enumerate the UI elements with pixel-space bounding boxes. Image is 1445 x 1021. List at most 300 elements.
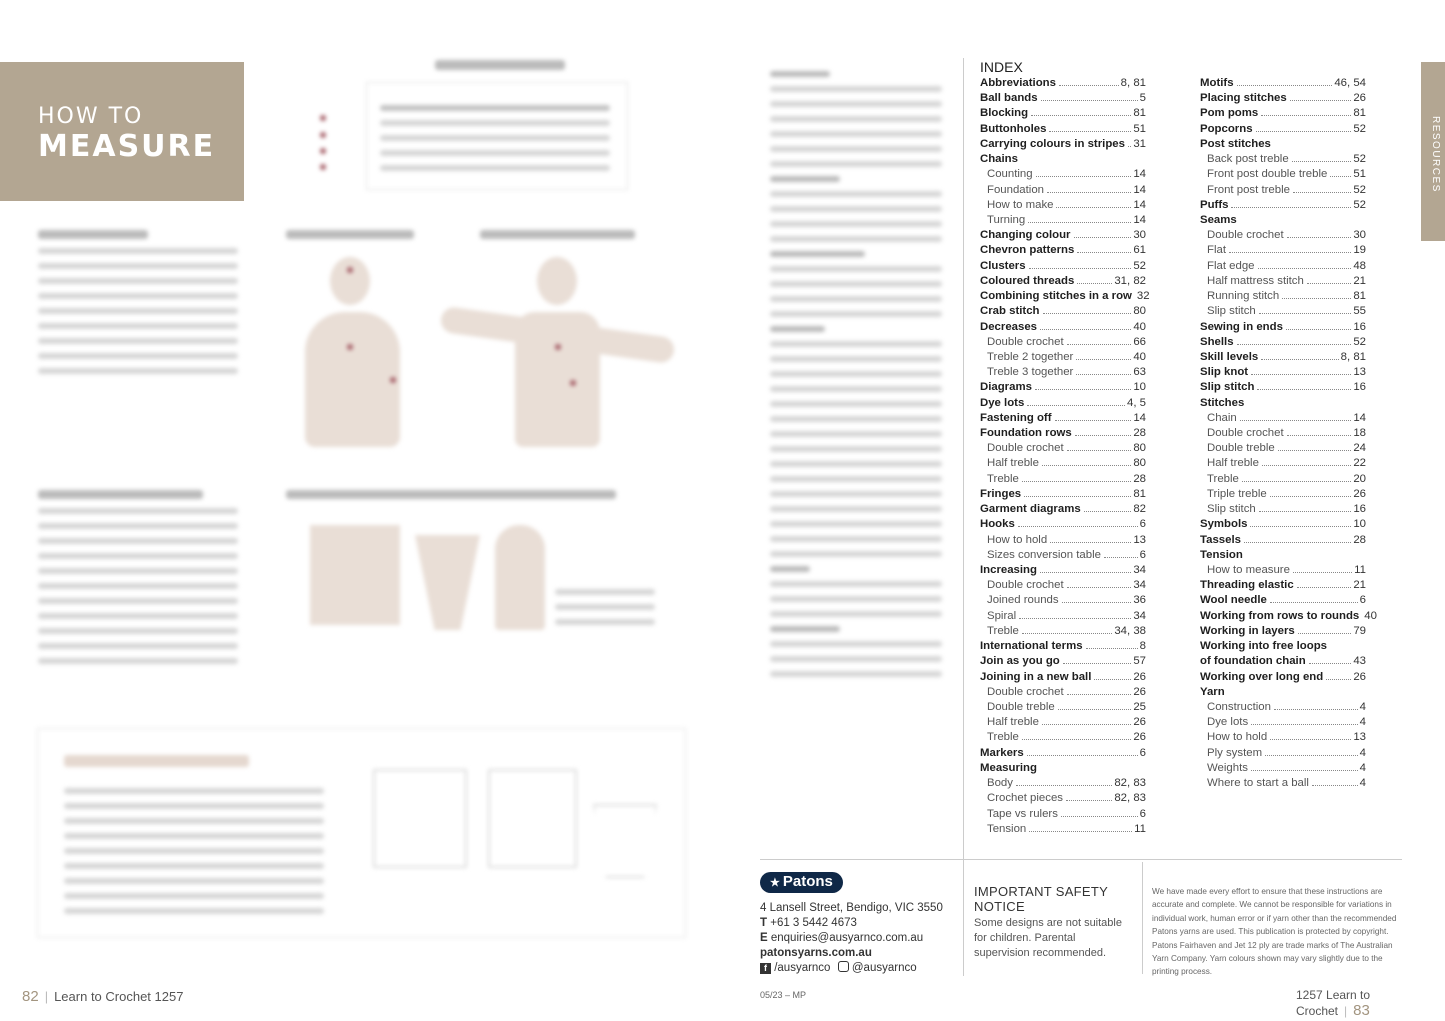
measurements-table-blurred [320, 60, 630, 190]
index-leader-dots [1282, 298, 1351, 299]
index-entry [1200, 289, 1366, 304]
index-leader-dots [1067, 344, 1132, 345]
index-entry [980, 563, 1146, 578]
index-entry [980, 654, 1146, 669]
index-leader-dots [1259, 313, 1352, 314]
index-term: Decreases [980, 320, 1038, 333]
index-term: How to hold [987, 533, 1048, 546]
index-term: Puffs [1200, 198, 1229, 211]
instagram-handle[interactable]: @ausyarnco [851, 962, 917, 974]
patons-logo [760, 872, 843, 893]
index-entry [980, 548, 1146, 563]
index-page-ref: 26 [1353, 487, 1366, 500]
right-book-title: 1257 Learn to Crochet [1296, 988, 1371, 1018]
index-term: Working in layers [1200, 624, 1295, 637]
index-page-ref: 80 [1133, 305, 1146, 318]
email-label: E [760, 932, 768, 944]
index-page-ref: 8 [1139, 640, 1146, 653]
index-term: Sizes conversion table [987, 548, 1101, 561]
index-term: Fastening off [980, 411, 1052, 424]
index-leader-dots [1040, 572, 1131, 573]
index-page-ref: 57 [1133, 655, 1146, 668]
index-term: Where to start a ball [1207, 777, 1309, 790]
index-entry [1200, 335, 1366, 350]
index-leader-dots [1050, 542, 1131, 543]
index-leader-dots [1128, 146, 1131, 147]
index-entry [980, 609, 1146, 624]
index-page-ref: 52 [1353, 198, 1366, 211]
index-term: Treble 2 together [987, 350, 1074, 363]
index-page-ref: 6 [1139, 518, 1146, 531]
index-term: Treble [987, 731, 1019, 744]
index-leader-dots [1063, 663, 1132, 664]
index-entry [1200, 685, 1366, 700]
index-page-ref: 14 [1133, 183, 1146, 196]
index-term: Running stitch [1207, 290, 1280, 303]
index-leader-dots [1059, 85, 1119, 86]
index-leader-dots [1094, 679, 1131, 680]
index-entry [1200, 320, 1366, 335]
index-leader-dots [1259, 511, 1352, 512]
index-entry [1200, 472, 1366, 487]
index-term: Tape vs rulers [987, 807, 1058, 820]
index-term: Double crochet [987, 579, 1064, 592]
index-term: Skill levels [1200, 350, 1259, 363]
measuring-crochet-pieces-text-blurred [38, 490, 238, 673]
index-entry [980, 670, 1146, 685]
index-page-ref: 43 [1353, 655, 1366, 668]
index-term: Ply system [1207, 746, 1263, 759]
index-page-ref: 16 [1353, 320, 1366, 333]
index-entry [980, 730, 1146, 745]
index-page-ref: 19 [1353, 244, 1366, 257]
index-term: Spiral [987, 609, 1017, 622]
index-entry [980, 472, 1146, 487]
index-page-ref: 34 [1133, 609, 1146, 622]
index-leader-dots [1262, 465, 1351, 466]
index-leader-dots [1031, 115, 1131, 116]
phone: +61 3 5442 4673 [770, 917, 857, 929]
index-page-ref: 21 [1353, 274, 1366, 287]
index-entry [1200, 152, 1366, 167]
index-leader-dots [1326, 679, 1351, 680]
right-page-number: 83 [1353, 1002, 1370, 1019]
measuring-a-body-text-blurred [38, 230, 238, 383]
index-term: Construction [1207, 700, 1271, 713]
index-term: Half mattress stitch [1207, 274, 1304, 287]
index-leader-dots [1016, 785, 1112, 786]
title-line-2: MEASURE [38, 129, 216, 164]
index-leader-dots [1042, 724, 1131, 725]
index-entry [980, 685, 1146, 700]
index-page-ref: 31, 82 [1114, 274, 1146, 287]
index-leader-dots [1084, 511, 1132, 512]
index-leader-dots [1049, 131, 1131, 132]
index-entry [980, 304, 1146, 319]
garment-shapes-heading-blurred [286, 490, 616, 499]
index-page-ref: 40 [1364, 609, 1377, 622]
index-page-ref: 52 [1353, 183, 1366, 196]
safety-notice [974, 884, 1134, 961]
index-page-ref: 51 [1353, 168, 1366, 181]
contact-block [760, 872, 943, 976]
index-term: Front post double treble [1207, 168, 1328, 181]
index-entry [1200, 746, 1366, 761]
index-leader-dots [1257, 389, 1351, 390]
index-entry [980, 213, 1146, 228]
index-page-ref: 34 [1133, 579, 1146, 592]
website[interactable]: patonsyarns.com.au [760, 947, 872, 959]
disclaimer: We have made every effort to ensure that these instructions are accurate and complete. We cannot be responsible for variations in individual work, human error or if yarn other than the recommended Patons yarns are used. This publication is protected by copyright. Patons Fairhaven and Jet 12 ply are trade marks of The Australian Yarn Company. Yarn colours shown may vary slightly due to the printing process. [1152, 887, 1397, 977]
index-entry [980, 822, 1146, 837]
index-page-ref: 30 [1133, 229, 1146, 242]
index-entry [1200, 122, 1366, 137]
index-term: International terms [980, 640, 1083, 653]
index-term: Crochet pieces [987, 792, 1063, 805]
index-term: Double treble [987, 700, 1055, 713]
left-book-title: Learn to Crochet 1257 [54, 989, 184, 1004]
index-term: Combining stitches in a row [980, 290, 1132, 303]
index-entry [1200, 91, 1366, 106]
index-leader-dots [1024, 496, 1131, 497]
index-term: Blocking [980, 107, 1029, 120]
index-term: How to measure [1207, 564, 1290, 576]
index-entry [1200, 502, 1366, 517]
index-term: Foundation [987, 183, 1044, 196]
index-page-ref: 34 [1133, 564, 1146, 576]
index-leader-dots [1287, 435, 1352, 436]
index-term: Yarn [1200, 685, 1225, 698]
index-entry [980, 152, 1146, 167]
index-term: Tension [1200, 548, 1243, 561]
index-term: Flat edge [1207, 259, 1255, 272]
index-leader-dots [1067, 587, 1132, 588]
index-term: Diagrams [980, 381, 1032, 394]
index-term: Dye lots [1207, 716, 1249, 729]
index-entry [980, 426, 1146, 441]
index-leader-dots [1019, 618, 1131, 619]
index-entry [1200, 396, 1366, 411]
index-page-ref: 81 [1353, 290, 1366, 303]
index-entry [980, 289, 1150, 304]
index-entry [980, 441, 1146, 456]
index-term: Double crochet [987, 442, 1064, 455]
index-term: Garment diagrams [980, 503, 1081, 516]
index-term: Double crochet [987, 685, 1064, 698]
index-page-ref: 30 [1353, 229, 1366, 242]
index-page-ref: 26 [1353, 92, 1366, 105]
index-leader-dots [1274, 709, 1358, 710]
index-leader-dots [1027, 755, 1138, 756]
index-term: How to make [987, 198, 1054, 211]
index-leader-dots [1056, 207, 1131, 208]
index-entry [980, 91, 1146, 106]
garment-figure-blurred [430, 252, 685, 452]
index-term: Chains [980, 153, 1018, 166]
index-leader-dots [1330, 176, 1351, 177]
index-leader-dots [1309, 663, 1352, 664]
index-term: Joined rounds [987, 594, 1059, 607]
index-leader-dots [1047, 192, 1131, 193]
index-page-ref: 10 [1353, 518, 1366, 531]
index-leader-dots [1298, 633, 1352, 634]
index-term: Double crochet [1207, 229, 1284, 242]
index-entry [1200, 700, 1366, 715]
index-entry [1200, 441, 1366, 456]
index-page-ref: 6 [1139, 548, 1146, 561]
index-entry [1200, 730, 1366, 745]
index-leader-dots [1035, 389, 1131, 390]
index-entry [1200, 411, 1366, 426]
index-entry [980, 807, 1146, 822]
index-term: Clusters [980, 259, 1026, 272]
index-entry [1200, 533, 1366, 548]
index-leader-dots [1250, 526, 1351, 527]
index-page-ref: 28 [1133, 472, 1146, 485]
index-page-ref: 34, 38 [1114, 624, 1146, 637]
index-term: Dye lots [980, 396, 1025, 409]
index-term: How to hold [1207, 731, 1268, 744]
index-term: Chevron patterns [980, 244, 1075, 257]
index-page-ref: 4 [1359, 700, 1366, 713]
index-leader-dots [1312, 785, 1358, 786]
index-entry [1200, 167, 1366, 182]
index-leader-dots [1251, 374, 1351, 375]
print-code: 05/23 – MP [760, 990, 807, 1000]
index-page-ref: 31 [1133, 137, 1146, 150]
index-entry [1200, 639, 1366, 654]
index-entry [1200, 670, 1366, 685]
index-page-ref: 6 [1139, 746, 1146, 759]
index-leader-dots [1077, 252, 1131, 253]
index-page-ref: 22 [1353, 457, 1366, 470]
index-leader-dots [1256, 131, 1352, 132]
index-term: Double treble [1207, 442, 1275, 455]
index-entry [1200, 380, 1366, 395]
index-term: Coloured threads [980, 274, 1075, 287]
index-term: Front post treble [1207, 183, 1290, 196]
index-entry [1200, 578, 1366, 593]
index-divider [963, 58, 964, 976]
index-entry [980, 396, 1146, 411]
index-leader-dots [1018, 526, 1138, 527]
index-term: Fringes [980, 487, 1022, 500]
index-term: Symbols [1200, 518, 1248, 531]
footer-rule [760, 859, 1402, 860]
index-leader-dots [1041, 100, 1138, 101]
index-term: Treble [987, 472, 1019, 485]
index-page-ref: 6 [1139, 807, 1146, 820]
index-term: Slip stitch [1207, 305, 1256, 318]
index-page-ref: 4 [1359, 746, 1366, 759]
index-entry [980, 76, 1146, 91]
index-leader-dots [1286, 329, 1351, 330]
index-entry [980, 746, 1146, 761]
index-term: Increasing [980, 564, 1037, 576]
index-column-1 [980, 76, 1150, 837]
garment-measurements-heading-blurred [480, 230, 635, 239]
index-leader-dots [1258, 268, 1352, 269]
facebook-icon: f [760, 963, 771, 974]
index-leader-dots [1293, 192, 1351, 193]
index-leader-dots [1270, 496, 1352, 497]
index-page-ref: 81 [1353, 107, 1366, 120]
index-page-ref: 14 [1133, 213, 1146, 226]
index-leader-dots [1066, 800, 1112, 801]
index-term: Shells [1200, 335, 1234, 348]
index-leader-dots [1231, 207, 1351, 208]
index-term: Joining in a new ball [980, 670, 1092, 683]
index-leader-dots [1251, 724, 1358, 725]
index-entry [1200, 761, 1366, 776]
index-leader-dots [1077, 283, 1112, 284]
index-page-ref: 52 [1353, 153, 1366, 166]
index-page-ref: 13 [1353, 731, 1366, 744]
index-leader-dots [1022, 633, 1112, 634]
index-entry [980, 456, 1146, 471]
index-term: Abbreviations [980, 77, 1056, 89]
index-term: Flat [1207, 244, 1226, 257]
index-term: Treble [1207, 472, 1239, 485]
index-term: Threading elastic [1200, 579, 1294, 592]
index-term: Slip stitch [1200, 381, 1255, 394]
index-leader-dots [1287, 237, 1352, 238]
index-page-ref: 8, 81 [1120, 77, 1146, 89]
index-leader-dots [1027, 405, 1125, 406]
index-leader-dots [1040, 329, 1131, 330]
index-entry [980, 700, 1146, 715]
index-page-ref: 82 [1133, 503, 1146, 516]
index-leader-dots [1290, 100, 1352, 101]
index-term: Treble [987, 624, 1019, 637]
index-term: Changing colour [980, 229, 1071, 242]
index-leader-dots [1076, 359, 1131, 360]
index-entry [980, 380, 1146, 395]
index-leader-dots [1028, 222, 1131, 223]
index-entry [1200, 183, 1366, 198]
facebook-handle[interactable]: /ausyarnco [774, 962, 831, 974]
measurement-descriptions-blurred [770, 62, 942, 686]
index-page-ref: 36 [1133, 594, 1146, 607]
index-term: Ball bands [980, 92, 1038, 105]
index-page-ref: 82, 83 [1114, 777, 1146, 790]
index-term: Counting [987, 168, 1033, 181]
index-leader-dots [1104, 557, 1138, 558]
index-term: Slip knot [1200, 366, 1249, 379]
garment-shapes-figures-blurred [305, 520, 665, 640]
index-term: Carrying colours in stripes [980, 137, 1125, 150]
index-term: Join as you go [980, 655, 1060, 668]
index-page-ref: 26 [1133, 716, 1146, 729]
index-page-ref: 14 [1353, 411, 1366, 424]
index-page-ref: 66 [1133, 335, 1146, 348]
index-page-ref: 63 [1133, 366, 1146, 379]
index-term: Sewing in ends [1200, 320, 1283, 333]
index-term: Working into free loops [1200, 640, 1327, 653]
index-entry [1200, 304, 1366, 319]
index-term: Turning [987, 213, 1026, 226]
index-entry [980, 761, 1146, 776]
index-entry [1200, 563, 1366, 578]
index-term: Hooks [980, 518, 1015, 531]
index-leader-dots [1075, 435, 1132, 436]
index-term: Chain [1207, 411, 1237, 424]
index-leader-dots [1022, 739, 1131, 740]
resources-tab[interactable] [1421, 62, 1445, 241]
index-term: Crab stitch [980, 305, 1040, 318]
index-term: Placing stitches [1200, 92, 1287, 105]
index-term: Working from rows to rounds [1200, 609, 1360, 622]
index-page-ref: 81 [1133, 107, 1146, 120]
index-entry [980, 578, 1146, 593]
index-term: Stitches [1200, 396, 1245, 409]
index-entry [980, 228, 1146, 243]
resources-tab-label: RESOURCES [1430, 116, 1441, 193]
index-leader-dots [1042, 465, 1131, 466]
index-leader-dots [1270, 602, 1358, 603]
index-entry [980, 335, 1146, 350]
index-entry [980, 624, 1146, 639]
index-entry [980, 183, 1146, 198]
index-page-ref: 4 [1359, 761, 1366, 774]
index-leader-dots [1297, 587, 1352, 588]
index-page-ref: 8, 81 [1340, 350, 1366, 363]
index-entry [980, 411, 1146, 426]
index-entry [980, 259, 1146, 274]
index-page-ref: 5 [1139, 92, 1146, 105]
star-icon: ★ [770, 877, 780, 889]
index-page-ref: 16 [1353, 381, 1366, 394]
index-entry [980, 167, 1146, 182]
email[interactable]: enquiries@ausyarnco.com.au [770, 932, 924, 944]
index-entry [1200, 624, 1366, 639]
index-entry [980, 320, 1146, 335]
index-leader-dots [1251, 770, 1358, 771]
title-line-1: HOW TO [38, 104, 144, 129]
index-term: Popcorns [1200, 122, 1253, 135]
index-page-ref: 40 [1133, 350, 1146, 363]
index-page-ref: 80 [1133, 457, 1146, 470]
index-entry [1200, 198, 1366, 213]
index-page-ref: 21 [1353, 579, 1366, 592]
index-entry [1200, 76, 1366, 91]
garment-diagram-box-blurred [37, 728, 686, 938]
index-page-ref: 80 [1133, 442, 1146, 455]
index-entry [1200, 715, 1366, 730]
index-page-ref: 18 [1353, 427, 1366, 440]
index-term: Buttonholes [980, 122, 1047, 135]
index-entry [1200, 259, 1366, 274]
index-entry [1200, 274, 1366, 289]
safety-body: Some designs are not suitable for children. Parental supervision recommended. [974, 917, 1122, 959]
index-term: Seams [1200, 213, 1237, 226]
index-leader-dots [1240, 420, 1352, 421]
index-page-ref: 4, 5 [1127, 396, 1146, 409]
index-term: of foundation chain [1200, 655, 1306, 668]
index-page-ref: 81 [1133, 487, 1146, 500]
index-leader-dots [1061, 816, 1138, 817]
index-term: Markers [980, 746, 1024, 759]
index-page-ref: 52 [1353, 122, 1366, 135]
index-leader-dots [1237, 344, 1352, 345]
index-term: Pom poms [1200, 107, 1259, 120]
index-leader-dots [1292, 161, 1352, 162]
index-page-ref: 82, 83 [1114, 792, 1146, 805]
how-to-measure-title-box [0, 62, 244, 201]
index-entry [1200, 243, 1366, 258]
index-page-ref: 51 [1133, 122, 1146, 135]
left-page-footer: 82 | Learn to Crochet 1257 [22, 988, 184, 1005]
